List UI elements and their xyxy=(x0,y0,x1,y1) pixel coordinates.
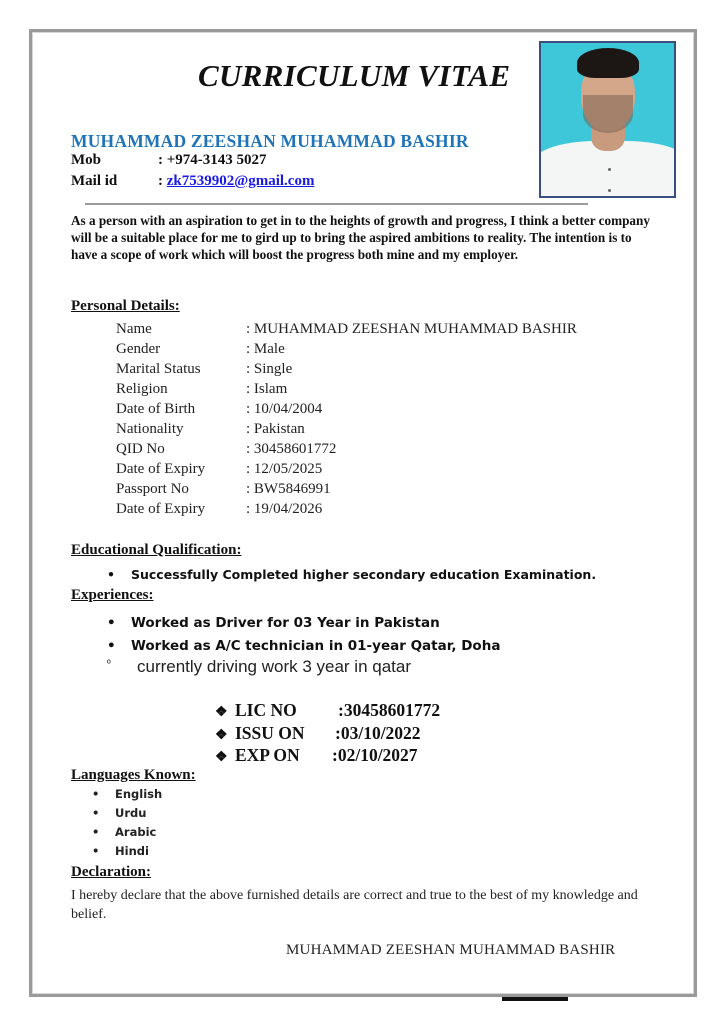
ordinal-bullet-icon: º xyxy=(107,659,111,670)
education-text: Successfully Completed higher secondary education Examination. xyxy=(131,567,597,582)
declaration-heading: Declaration: xyxy=(71,864,151,880)
personal-details-table xyxy=(116,319,577,519)
personal-detail-row xyxy=(116,419,577,439)
mobile-value: : +974-3143 5027 xyxy=(158,152,267,168)
personal-detail-row xyxy=(116,339,577,359)
detail-value: : 19/04/2026 xyxy=(246,501,323,517)
personal-detail-row xyxy=(116,459,577,479)
personal-detail-row xyxy=(116,439,577,459)
languages-heading: Languages Known: xyxy=(71,767,196,783)
detail-key: Nationality xyxy=(116,421,184,437)
diamond-bullet-icon: ❖ xyxy=(215,727,228,743)
detail-value: : Pakistan xyxy=(246,421,305,437)
personal-detail-row xyxy=(116,479,577,499)
license-row xyxy=(215,722,440,745)
signature-name: MUHAMMAD ZEESHAN MUHAMMAD BASHIR xyxy=(286,942,616,958)
license-value: :03/10/2022 xyxy=(335,722,421,743)
bullet-icon: • xyxy=(92,806,100,820)
license-row xyxy=(215,744,440,767)
language-text: Urdu xyxy=(115,806,147,820)
detail-key: Date of Birth xyxy=(116,401,196,417)
experience-item xyxy=(107,612,500,635)
photo-beard xyxy=(583,95,633,133)
career-objective: As a person with an aspiration to get in to the heights of growth and progress, I think a better company will be a suitable place for me to gird up to bring the aspired ambitions to reality. The intention is to have a scope of work which will boost the progress both mine and my employer. xyxy=(71,213,650,262)
email-row xyxy=(71,173,314,190)
personal-detail-row xyxy=(116,499,577,519)
current-work-text: currently driving work 3 year in qatar xyxy=(137,657,412,676)
bullet-icon: • xyxy=(92,787,100,801)
detail-key: Passport No xyxy=(116,481,189,497)
bullet-icon: • xyxy=(107,615,116,631)
header-divider xyxy=(85,203,588,205)
language-item xyxy=(92,804,162,823)
experience-text: Worked as Driver for 03 Year in Pakistan xyxy=(131,615,440,631)
mobile-row xyxy=(71,152,267,169)
education-list xyxy=(107,567,596,582)
license-details xyxy=(215,699,440,767)
detail-key: Marital Status xyxy=(116,361,201,377)
document-title: CURRICULUM VITAE xyxy=(198,58,511,93)
personal-detail-row xyxy=(116,359,577,379)
education-heading: Educational Qualification: xyxy=(71,542,242,558)
experience-item xyxy=(107,635,500,658)
mobile-label: Mob xyxy=(71,152,101,168)
detail-key: Gender xyxy=(116,341,161,357)
detail-value: : 10/04/2004 xyxy=(246,401,323,417)
license-key: EXP ON xyxy=(235,745,300,765)
bullet-icon: • xyxy=(107,567,115,582)
education-item xyxy=(107,567,596,582)
experience-list xyxy=(107,612,500,658)
experience-text: Worked as A/C technician in 01-year Qatar, Doha xyxy=(131,638,501,654)
photo-shirt-button xyxy=(608,189,611,192)
detail-key: QID No xyxy=(116,441,165,457)
license-value: :02/10/2027 xyxy=(332,745,418,765)
email-prefix: : xyxy=(158,173,167,189)
page-footer-bar xyxy=(502,997,568,1001)
detail-value: : MUHAMMAD ZEESHAN MUHAMMAD BASHIR xyxy=(246,321,577,337)
personal-detail-row xyxy=(116,399,577,419)
language-text: Hindi xyxy=(115,844,149,858)
detail-value: : Male xyxy=(246,341,285,357)
detail-value: : 30458601772 xyxy=(246,441,337,457)
detail-value: : BW5846991 xyxy=(246,481,331,497)
experience-heading: Experiences: xyxy=(71,587,154,603)
candidate-name: MUHAMMAD ZEESHAN MUHAMMAD BASHIR xyxy=(71,131,469,151)
language-text: Arabic xyxy=(115,825,157,839)
language-item xyxy=(92,785,162,804)
email-label: Mail id xyxy=(71,173,118,189)
language-item xyxy=(92,842,162,861)
personal-detail-row xyxy=(116,379,577,399)
current-work-item xyxy=(107,657,411,677)
bullet-icon: • xyxy=(107,638,116,654)
personal-detail-row xyxy=(116,319,577,339)
detail-value: : 12/05/2025 xyxy=(246,461,323,477)
profile-photo xyxy=(539,41,676,198)
license-key: ISSU ON xyxy=(235,722,305,743)
language-text: English xyxy=(115,787,163,801)
detail-key: Name xyxy=(116,321,152,337)
bullet-icon: • xyxy=(92,825,100,839)
license-value: :30458601772 xyxy=(338,700,441,720)
license-key: LIC NO xyxy=(235,700,297,720)
photo-hair xyxy=(577,48,639,78)
detail-value: : Single xyxy=(246,361,293,377)
detail-key: Date of Expiry xyxy=(116,461,206,477)
declaration-text: I hereby declare that the above furnished details are correct and true to the best of my knowledge and belief. xyxy=(71,888,638,922)
personal-details-heading: Personal Details: xyxy=(71,298,180,314)
language-item xyxy=(92,823,162,842)
languages-list xyxy=(92,785,162,861)
email-link[interactable]: zk7539902@gmail.com xyxy=(166,173,315,189)
detail-key: Date of Expiry xyxy=(116,501,206,517)
photo-shirt-button xyxy=(608,168,611,171)
diamond-bullet-icon: ❖ xyxy=(215,750,228,765)
license-row xyxy=(215,699,440,722)
bullet-icon: • xyxy=(92,844,100,858)
detail-value: : Islam xyxy=(246,381,288,397)
detail-key: Religion xyxy=(116,381,168,397)
diamond-bullet-icon: ❖ xyxy=(215,705,228,720)
